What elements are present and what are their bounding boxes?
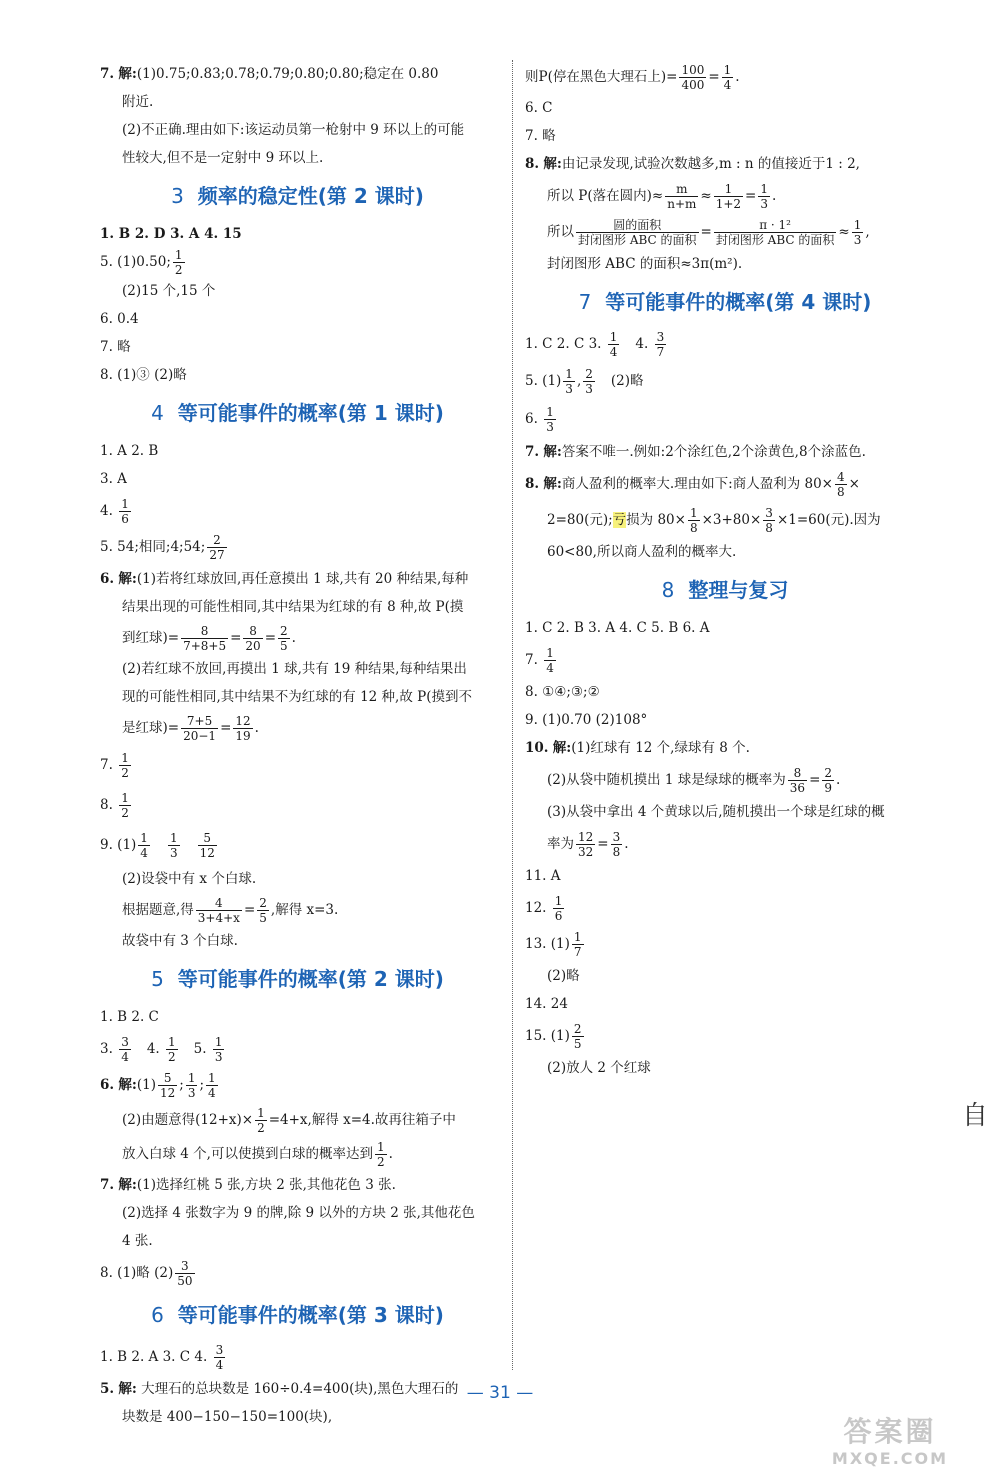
- answer-10-line2: (2)从袋中随机摸出 1 球是绿球的概率为 $\frac{8}{36}$ = $\frac{2}{9}$ .: [547, 766, 841, 795]
- answer-9-line4: 故袋中有 3 个白球.: [122, 933, 238, 949]
- answer-7-line2: 附近.: [122, 94, 154, 110]
- answer-11: 11. A: [525, 868, 561, 884]
- answer-9-line2: (2)设袋中有 x 个白球.: [122, 871, 257, 887]
- answer-5-part2: (2)15 个,15 个: [122, 283, 216, 299]
- answers-row: 1. B 2. C: [100, 1009, 159, 1025]
- side-mark: 自: [961, 1101, 988, 1131]
- answer-7: 7. $\frac{1}{2}$: [100, 751, 129, 780]
- answer-14: 14. 24: [525, 996, 568, 1012]
- section-heading-8: 8 整理与复习: [661, 578, 789, 602]
- answer-8: 8. (1)③ (2)略: [100, 367, 187, 383]
- answer-5-line2: 块数是 400−150−150=100(块),: [122, 1409, 333, 1425]
- answer-7-line4: 性较大,但不是一定射中 9 环以上.: [122, 150, 324, 166]
- answer-7: 7. 解:答案不唯一.例如:2个涂红色,2个涂黄色,8个涂蓝色.: [525, 444, 866, 460]
- answer-7: 7. 略: [525, 128, 556, 144]
- answer-6-line2: (2)由题意得(12+x)× $\frac{1}{2}$ =4+x,解得 x=4.故再往箱子中: [122, 1106, 456, 1135]
- answer-8: 8. 解:由记录发现,试验次数越多,m : n 的值接近于1 : 2,: [525, 156, 860, 172]
- answer-5: 5. 解: 大理石的总块数是 160÷0.4=400(块),黑色大理石的: [100, 1381, 459, 1397]
- answers-row: 1. B 2. A 3. C 4. $\frac{3}{4}$: [100, 1343, 224, 1372]
- right-column: [525, 60, 925, 1082]
- answer-6: 6. 解:(1) $\frac{5}{12}$ ; $\frac{1}{3}$ ; $\frac{1}{4}$: [100, 1071, 216, 1100]
- answer-8-line2: 所以 P(落在圆内)≈ $\frac{m}{n+m}$ ≈ $\frac{1}{1+2}$ = $\frac{1}{3}$ .: [547, 182, 777, 211]
- answer-9: 9. (1)0.70 (2)108°: [525, 712, 648, 728]
- answer-8-line3: 所以 $\frac{\text{圆的面积}}{\text{封闭图形 ABC 的面积}}$ = $\frac{\text{π · 1²}}{\text{封闭图形 ABC 的面积}}$ ≈ $\frac{1}{3}$ ,: [547, 218, 870, 247]
- answer-8: 8. $\frac{1}{2}$: [100, 791, 129, 820]
- answer-7: 7. 解:(1)选择红桃 5 张,方块 2 张,其他花色 3 张.: [100, 1177, 396, 1193]
- answers-row: 1. C 2. C 3. $\frac{1}{4}$ 4. $\frac{3}{7}$: [525, 330, 665, 359]
- answer-8: 8. 解:商人盈利的概率大.理由如下:商人盈利为 80× $\frac{4}{8}$ ×: [525, 470, 860, 499]
- answer-9-line3: 根据题意,得 $\frac{4}{3+4+x}$ = $\frac{2}{5}$ ,解得 x=3.: [122, 896, 339, 925]
- answer-6: 6. $\frac{1}{3}$: [525, 405, 554, 434]
- answer-7-line2: (2)选择 4 张数字为 9 的牌,除 9 以外的方块 2 张,其他花色: [122, 1205, 475, 1221]
- answer-9: 9. (1) $\frac{1}{4}$ $\frac{1}{3}$ $\frac{5}{12}$: [100, 831, 215, 860]
- section-heading-6: 6 等可能事件的概率(第 3 课时): [151, 1303, 444, 1327]
- answer-6-line6: 是红球)= $\frac{7+5}{20-1}$ = $\frac{12}{19}$ .: [122, 714, 259, 743]
- answer-8-line2: 2=80(元);亏损为 80× $\frac{1}{8}$ ×3+80× $\frac{3}{8}$ ×1=60(元).因为: [547, 506, 881, 535]
- answer-8: 8. ①④;③;②: [525, 684, 600, 700]
- answer-5: 5. (1) $\frac{1}{3}$ , $\frac{2}{3}$ (2)略: [525, 367, 644, 396]
- watermark-url: MXQE.COM: [831, 1449, 949, 1468]
- answer-6-line2: 结果出现的可能性相同,其中结果为红球的有 8 种,故 P(摸: [122, 599, 464, 615]
- answer-5-continued: 则P(停在黑色大理石上)= $\frac{100}{400}$ = $\frac{1}{4}$ .: [525, 63, 740, 92]
- answers-row: 1. C 2. B 3. A 4. C 5. B 6. A: [525, 620, 710, 636]
- answer-7-line3: 4 张.: [122, 1233, 153, 1249]
- answer-10: 10. 解:(1)红球有 12 个,绿球有 8 个.: [525, 740, 750, 756]
- answer-6: 6. 解:(1)若将红球放回,再任意摸出 1 球,共有 20 种结果,每种: [100, 571, 469, 587]
- answer-13-part2: (2)略: [547, 968, 580, 984]
- column-divider: [512, 60, 513, 1370]
- answer-5: 5. (1)0.50; $\frac{1}{2}$: [100, 248, 183, 277]
- answer-6-line3: 放入白球 4 个,可以使摸到白球的概率达到 $\frac{1}{2}$ .: [122, 1140, 393, 1169]
- answer-12: 12. $\frac{1}{6}$: [525, 894, 563, 923]
- answers-row: 1. A 2. B: [100, 443, 159, 459]
- answer-6-line4: (2)若红球不放回,再摸出 1 球,共有 19 种结果,每种结果出: [122, 661, 467, 677]
- answer-7: 7. 略: [100, 339, 131, 355]
- answer-13: 13. (1) $\frac{1}{7}$: [525, 930, 582, 959]
- answer-6: 6. 0.4: [100, 311, 139, 327]
- answer-7-line3: (2)不正确.理由如下:该运动员第一枪射中 9 环以上的可能: [122, 122, 465, 138]
- answer-6-line5: 现的可能性相同,其中结果不为红球的有 12 种,故 P(摸到不: [122, 689, 472, 705]
- answer-15: 15. (1) $\frac{2}{5}$: [525, 1022, 582, 1051]
- section-heading-4: 4 等可能事件的概率(第 1 课时): [151, 401, 444, 425]
- answer-4: 4. $\frac{1}{6}$: [100, 497, 129, 526]
- answers-3-5: 3. $\frac{3}{4}$ 4. $\frac{1}{2}$ 5. $\frac{1}{3}$: [100, 1035, 223, 1064]
- section-heading-7: 7 等可能事件的概率(第 4 课时): [578, 290, 872, 314]
- section-heading-3: 3 频率的稳定性(第 2 课时): [171, 184, 424, 208]
- answer-8: 8. (1)略 (2) $\frac{3}{50}$: [100, 1259, 193, 1288]
- watermark-logo: [800, 1415, 980, 1475]
- watermark-text: 答案圈: [843, 1415, 937, 1448]
- answer-3: 3. A: [100, 471, 127, 487]
- answer-6-line3: 到红球)= $\frac{8}{7+8+5}$ = $\frac{8}{20}$ = $\frac{2}{5}$ .: [122, 624, 296, 653]
- answer-7: 7. 解:(1)0.75;0.83;0.78;0.79;0.80;0.80;稳定在 0.80: [100, 66, 439, 82]
- answer-15-part2: (2)放人 2 个红球: [547, 1060, 651, 1076]
- answer-7: 7. $\frac{1}{4}$: [525, 646, 554, 675]
- answer-5: 5. 54;相同;4;54; $\frac{2}{27}$: [100, 533, 225, 562]
- answer-10-line4: 率为 $\frac{12}{32}$ = $\frac{3}{8}$ .: [547, 830, 629, 859]
- answers-row: 1. B 2. D 3. A 4. 15: [100, 226, 242, 242]
- section-heading-5: 5 等可能事件的概率(第 2 课时): [151, 967, 444, 991]
- answer-10-line3: (3)从袋中拿出 4 个黄球以后,随机摸出一个球是红球的概: [547, 804, 885, 820]
- page-number: — 31 —: [466, 1383, 534, 1403]
- answer-8-line3: 60<80,所以商人盈利的概率大.: [547, 544, 737, 560]
- answer-8-line4: 封闭图形 ABC 的面积≈3π(m²).: [547, 256, 743, 272]
- left-column: [100, 60, 495, 1431]
- answer-6: 6. C: [525, 100, 553, 116]
